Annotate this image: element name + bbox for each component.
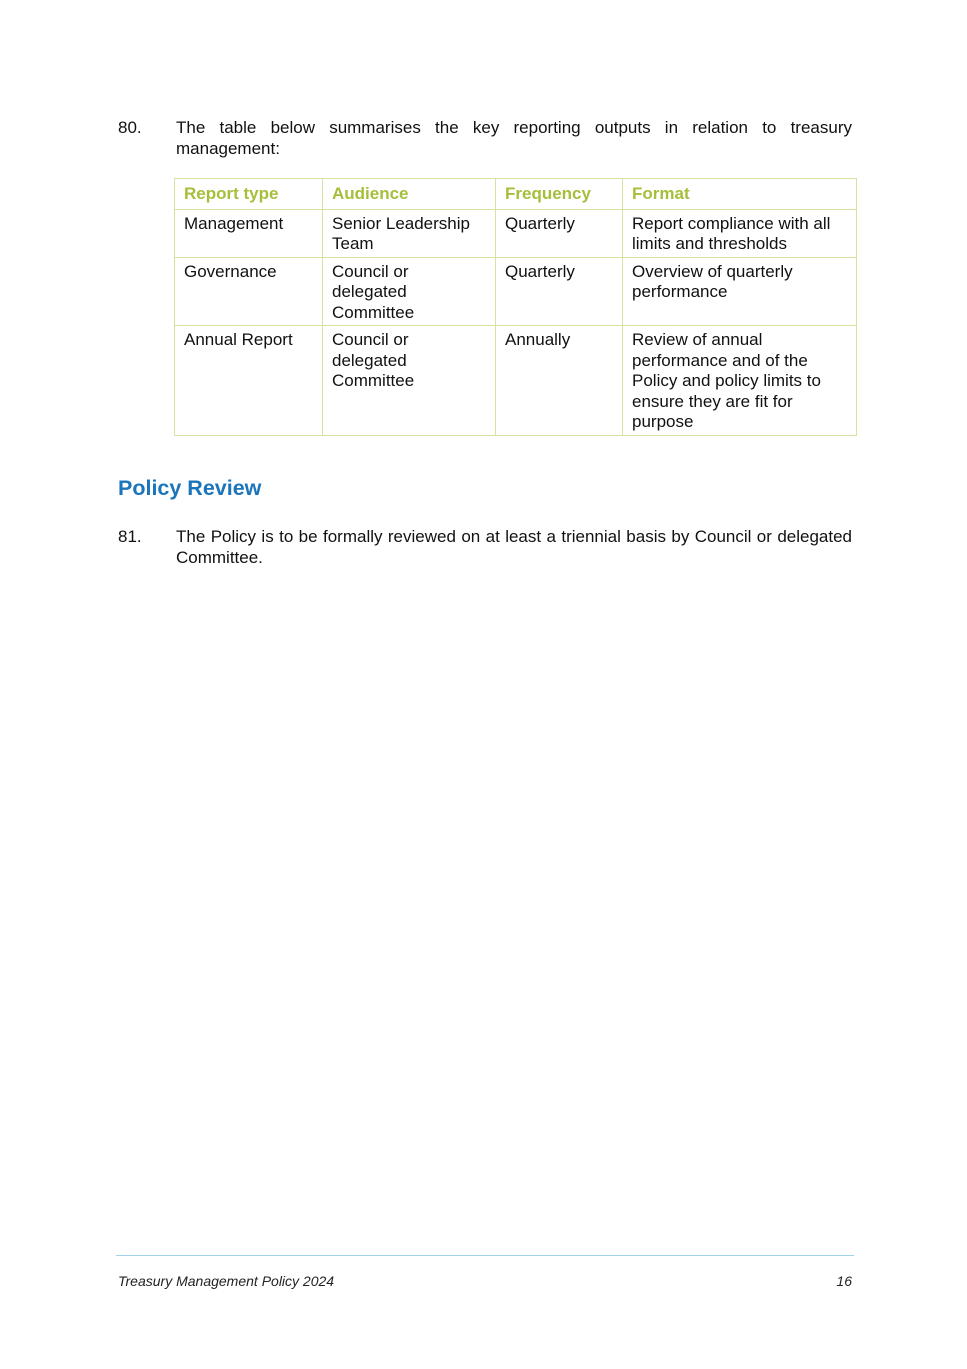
cell-audience: Council or delegated Committee <box>323 326 496 436</box>
cell-frequency: Annually <box>496 326 623 436</box>
paragraph-text: The Policy is to be formally reviewed on at least a triennial basis by Council or delegated Committee. <box>176 527 852 567</box>
cell-frequency: Quarterly <box>496 257 623 326</box>
paragraph-80 <box>118 118 852 159</box>
cell-format: Review of annual performance and of the Policy and policy limits to ensure they are fit for purpose <box>623 326 857 436</box>
reporting-outputs-table <box>174 178 857 436</box>
cell-audience: Senior Leadership Team <box>323 209 496 257</box>
column-header-report-type: Report type <box>175 179 323 210</box>
table-header-row <box>175 179 857 210</box>
footer-page-number: 16 <box>836 1273 852 1289</box>
cell-audience: Council or delegated Committee <box>323 257 496 326</box>
paragraph-text: The table below summarises the key reporting outputs in relation to treasury management: <box>176 118 852 158</box>
cell-report-type: Governance <box>175 257 323 326</box>
paragraph-81 <box>118 527 852 568</box>
cell-report-type: Annual Report <box>175 326 323 436</box>
cell-report-type: Management <box>175 209 323 257</box>
footer-divider <box>116 1255 854 1256</box>
footer-document-title: Treasury Management Policy 2024 <box>118 1273 335 1289</box>
column-header-frequency: Frequency <box>496 179 623 210</box>
table-row <box>175 326 857 436</box>
paragraph-number: 80. <box>118 118 142 137</box>
table-row <box>175 209 857 257</box>
column-header-format: Format <box>623 179 857 210</box>
paragraph-number: 81. <box>118 527 142 546</box>
column-header-audience: Audience <box>323 179 496 210</box>
table-row <box>175 257 857 326</box>
cell-format: Overview of quarterly performance <box>623 257 857 326</box>
section-heading-policy-review: Policy Review <box>118 476 262 500</box>
cell-frequency: Quarterly <box>496 209 623 257</box>
cell-format: Report compliance with all limits and thresholds <box>623 209 857 257</box>
